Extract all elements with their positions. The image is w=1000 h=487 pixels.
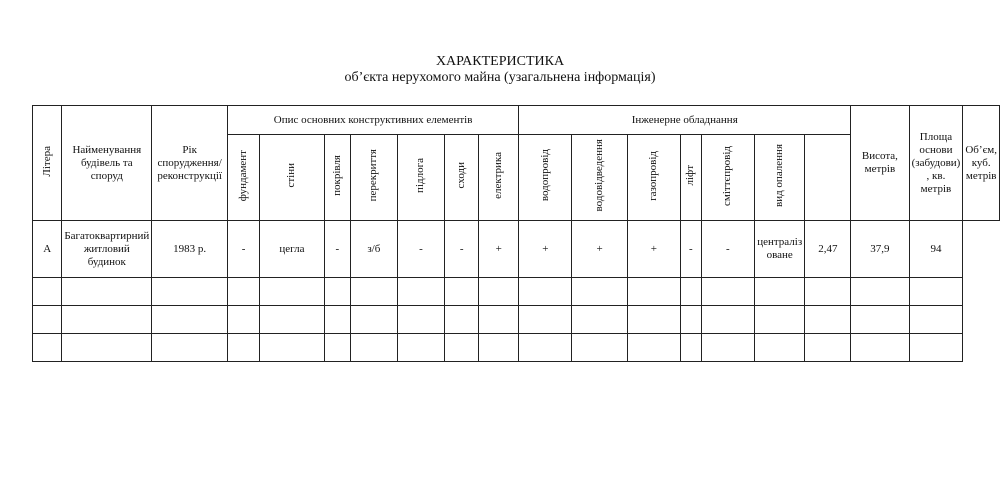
header-elevator: ліфт bbox=[680, 135, 701, 221]
header-stairs: сходи bbox=[445, 135, 479, 221]
header-litera: Літера bbox=[33, 106, 62, 221]
header-gas: газопровід bbox=[627, 135, 680, 221]
cell-stairs: - bbox=[445, 221, 479, 278]
header-volume: Об’єм, куб. метрів bbox=[963, 106, 1000, 221]
cell-year: 1983 р. bbox=[152, 221, 228, 278]
table-row bbox=[33, 221, 1000, 278]
header-year: Рік спорудження/ реконструкції bbox=[152, 106, 228, 221]
characteristics-table bbox=[32, 105, 1000, 362]
cell-gas: + bbox=[627, 221, 680, 278]
cell-garbage-chute: - bbox=[701, 221, 754, 278]
table-row bbox=[33, 278, 1000, 306]
cell-litera: А bbox=[33, 221, 62, 278]
cell-fundament: - bbox=[228, 221, 260, 278]
cell-name: Багатоквартирний житловий будинок bbox=[62, 221, 152, 278]
header-group-construction: Опис основних конструктивних елементів bbox=[228, 106, 519, 135]
cell-height: 2,47 bbox=[805, 221, 851, 278]
document-subtitle: об’єкта нерухомого майна (узагальнена інформація) bbox=[344, 70, 656, 85]
header-walls: стіни bbox=[260, 135, 324, 221]
header-garbage-chute: сміттєпровід bbox=[701, 135, 754, 221]
cell-water-supply: + bbox=[519, 221, 572, 278]
header-floors: перекриття bbox=[351, 135, 398, 221]
header-heating-type: вид опалення bbox=[754, 135, 804, 221]
header-name: Найменування будівель та споруд bbox=[62, 106, 152, 221]
header-group-engineering: Інженерне обладнання bbox=[519, 106, 851, 135]
cell-elevator: - bbox=[680, 221, 701, 278]
header-roof: покрівля bbox=[324, 135, 350, 221]
table-row bbox=[33, 306, 1000, 334]
header-electricity: електрика bbox=[479, 135, 519, 221]
header-fundament: фундамент bbox=[228, 135, 260, 221]
cell-walls: цегла bbox=[260, 221, 324, 278]
header-water-supply: водопровід bbox=[519, 135, 572, 221]
cell-area: 37,9 bbox=[851, 221, 909, 278]
cell-floors: з/б bbox=[351, 221, 398, 278]
header-height: Висота, метрів bbox=[851, 106, 909, 221]
header-flooring: підлога bbox=[397, 135, 445, 221]
cell-roof: - bbox=[324, 221, 350, 278]
cell-flooring: - bbox=[397, 221, 445, 278]
cell-sewerage: + bbox=[572, 221, 627, 278]
cell-volume: 94 bbox=[909, 221, 963, 278]
cell-heating-type: централізоване bbox=[754, 221, 804, 278]
table-row bbox=[33, 334, 1000, 362]
header-area: Площа основи (забудови) , кв. метрів bbox=[909, 106, 963, 221]
document-title: ХАРАКТЕРИСТИКА bbox=[435, 54, 565, 69]
cell-electricity: + bbox=[479, 221, 519, 278]
header-sewerage: водовідведення bbox=[572, 135, 627, 221]
